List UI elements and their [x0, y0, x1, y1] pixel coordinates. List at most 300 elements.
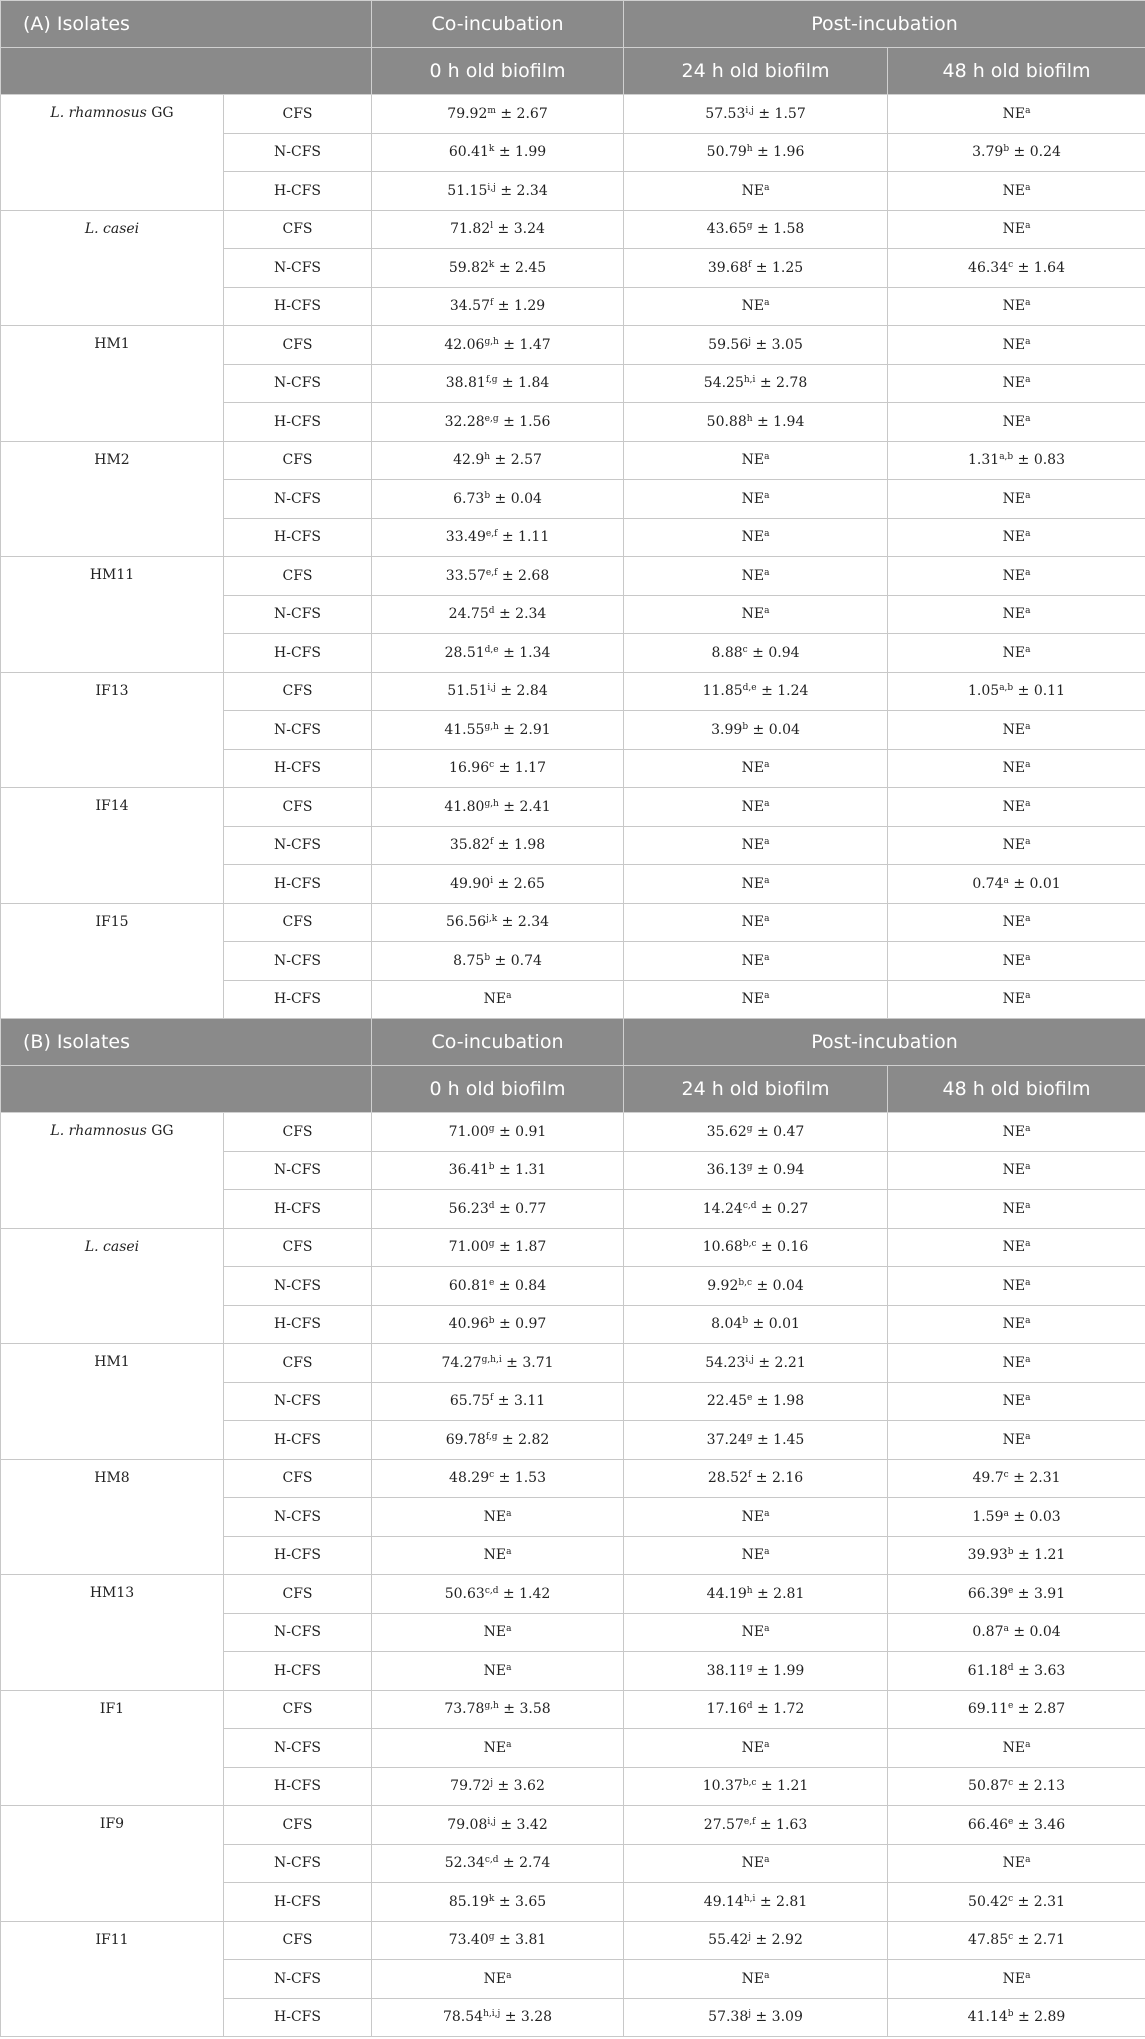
significance-letter: a [1025, 1239, 1031, 1250]
table-row [1, 1459, 1145, 1498]
cell-error: ± 2.34 [497, 914, 550, 931]
value-48h [888, 1305, 1145, 1344]
cell-error: ± 3.46 [1013, 1816, 1066, 1833]
treatment-label: H-CFS [224, 1998, 372, 2037]
value-0h [372, 1960, 624, 1999]
cell-value: 71.82 [450, 221, 491, 238]
cell-error: ± 2.78 [755, 375, 808, 392]
cell-value: 49.7 [972, 1470, 1004, 1487]
value-24h [624, 403, 888, 442]
value-0h [372, 1536, 624, 1575]
cell-error: ± 1.21 [1013, 1547, 1066, 1564]
cell-value: 85.19 [448, 1893, 489, 1910]
cell-value: NE [1002, 798, 1026, 815]
cell-value: 79.08 [447, 1816, 488, 1833]
isolate-name [1, 557, 224, 673]
cell-error: ± 0.04 [752, 1277, 804, 1294]
value-24h [624, 1690, 888, 1729]
cell-value: 51.15 [447, 182, 488, 199]
isolates-header: (B) Isolates [1, 1019, 372, 1066]
cell-error: ± 0.04 [1008, 1624, 1061, 1641]
isolate-suffix: GG [146, 1123, 174, 1139]
value-0h [372, 1305, 624, 1344]
cell-value: 6.73 [453, 490, 485, 507]
cell-value: 48.29 [449, 1470, 490, 1487]
cell-value: 24.75 [448, 606, 489, 623]
significance-letter: e,f [485, 529, 498, 540]
cell-value: 3.99 [711, 721, 743, 738]
cell-error: ± 2.81 [752, 1585, 805, 1602]
value-0h [372, 1998, 624, 2037]
cell-value: 37.24 [706, 1431, 747, 1448]
significance-letter: f [747, 1470, 752, 1481]
significance-letter: c,d [484, 1855, 499, 1866]
significance-letter: a [764, 182, 770, 193]
isolate-label: HM1 [94, 336, 130, 352]
significance-letter: a [764, 1739, 770, 1750]
cell-value: NE [1002, 1123, 1026, 1140]
cell-value: NE [741, 490, 765, 507]
biofilm-0h-header: 0 h old biofilm [372, 48, 624, 95]
significance-letter: d [1007, 1662, 1014, 1673]
treatment-label: N-CFS [224, 1382, 372, 1421]
value-0h [372, 1729, 624, 1768]
significance-letter: b [488, 1162, 495, 1173]
value-24h [624, 518, 888, 557]
treatment-label: CFS [224, 557, 372, 596]
cell-error: ± 1.25 [751, 259, 804, 276]
isolate-label: IF13 [95, 682, 129, 699]
value-48h [888, 1421, 1145, 1460]
value-48h [888, 1228, 1145, 1267]
significance-letter: g [746, 221, 753, 232]
cell-error: ± 2.87 [1013, 1701, 1066, 1718]
cell-value: 73.78 [444, 1701, 485, 1718]
cell-value: 10.68 [702, 1239, 743, 1256]
cell-value: NE [1002, 1162, 1026, 1179]
cell-value: NE [1002, 644, 1026, 661]
value-24h [624, 1305, 888, 1344]
value-24h [624, 249, 888, 288]
significance-letter: f [747, 259, 752, 270]
cell-error: ± 2.21 [753, 1354, 806, 1371]
cell-error: ± 3.62 [493, 1778, 545, 1795]
value-0h [372, 1575, 624, 1614]
significance-letter: l [490, 221, 494, 232]
cell-value: NE [483, 1508, 507, 1525]
cell-error: ± 3.05 [751, 336, 803, 353]
significance-letter: k [488, 259, 495, 270]
cell-error: ± 0.84 [494, 1277, 547, 1294]
significance-letter: c [1008, 1778, 1014, 1789]
value-0h [372, 942, 624, 981]
value-0h [372, 1844, 624, 1883]
cell-error: ± 1.87 [494, 1239, 547, 1256]
value-0h [372, 518, 624, 557]
cell-value: NE [741, 452, 765, 469]
cell-error: ± 1.98 [752, 1393, 805, 1410]
isolate-name [1, 1921, 224, 2037]
cell-value: NE [741, 182, 765, 199]
treatment-label: N-CFS [224, 1844, 372, 1883]
significance-letter: a [764, 875, 770, 886]
biofilm-24h-header: 24 h old biofilm [624, 48, 888, 95]
cell-value: NE [483, 1662, 507, 1679]
cell-value: 78.54 [442, 2009, 484, 2026]
significance-letter: c,d [484, 1585, 499, 1596]
cell-error: ± 3.63 [1013, 1662, 1066, 1679]
significance-letter: a [506, 991, 512, 1002]
significance-letter: a [764, 1970, 770, 1981]
value-24h [624, 788, 888, 827]
treatment-label: CFS [224, 210, 372, 249]
cell-error: ± 1.84 [497, 375, 550, 392]
isolate-name [1, 1806, 224, 1922]
significance-letter: b [484, 490, 491, 501]
value-24h [624, 1459, 888, 1498]
value-24h [624, 1767, 888, 1806]
value-48h [888, 1344, 1145, 1383]
significance-letter: h [484, 452, 491, 463]
cell-error: ± 2.13 [1013, 1778, 1065, 1795]
significance-letter: c [1008, 1893, 1014, 1904]
value-0h [372, 1613, 624, 1652]
cell-value: NE [741, 1855, 765, 1872]
significance-letter: a [1025, 1431, 1031, 1442]
table-row [1, 1228, 1145, 1267]
blank-header [1, 1066, 372, 1113]
cell-value: 41.80 [444, 798, 485, 815]
significance-letter: a [764, 760, 770, 771]
value-0h [372, 1690, 624, 1729]
treatment-label: CFS [224, 1575, 372, 1614]
cell-error: ± 1.99 [494, 144, 547, 161]
cell-value: 50.79 [706, 144, 747, 161]
significance-letter: j,k [486, 914, 498, 925]
cell-error: ± 1.17 [494, 760, 546, 777]
isolate-name [1, 441, 224, 557]
cell-error: ± 2.45 [494, 259, 547, 276]
significance-letter: k [488, 1893, 495, 1904]
cell-value: NE [741, 1970, 765, 1987]
significance-letter: g [746, 1123, 753, 1134]
significance-letter: g,h [484, 721, 499, 732]
value-0h [372, 1498, 624, 1537]
isolate-suffix: GG [146, 105, 174, 121]
significance-letter: c [742, 644, 748, 655]
value-0h [372, 364, 624, 403]
cell-value: 46.34 [968, 259, 1009, 276]
cell-value: 42.9 [453, 452, 485, 469]
value-0h [372, 480, 624, 519]
cell-error: ± 0.11 [1013, 683, 1065, 700]
value-24h [624, 172, 888, 211]
cell-error: ± 2.31 [1008, 1470, 1061, 1487]
significance-letter: a [1025, 336, 1031, 347]
significance-letter: a [1025, 798, 1031, 809]
value-48h [888, 1844, 1145, 1883]
cell-value: NE [1002, 1239, 1026, 1256]
isolate-label: HM1 [94, 1354, 130, 1370]
value-0h [372, 903, 624, 942]
value-24h [624, 826, 888, 865]
cell-value: 28.51 [444, 644, 485, 661]
value-48h [888, 480, 1145, 519]
value-0h [372, 788, 624, 827]
value-24h [624, 634, 888, 673]
table-row [1, 441, 1145, 480]
cell-error: ± 0.01 [1008, 875, 1061, 892]
value-48h [888, 672, 1145, 711]
cell-error: ± 0.04 [748, 721, 800, 738]
significance-letter: a [1025, 760, 1031, 771]
isolate-label: HM8 [94, 1469, 130, 1486]
isolate-label: IF11 [95, 1931, 129, 1948]
cell-value: 38.11 [706, 1662, 747, 1679]
cell-error: ± 0.74 [490, 952, 542, 969]
significance-letter: d,e [484, 644, 499, 655]
treatment-label: H-CFS [224, 403, 372, 442]
cell-value: NE [1002, 375, 1026, 392]
treatment-label: H-CFS [224, 865, 372, 904]
significance-letter: i,j [745, 1354, 754, 1365]
significance-letter: d [488, 606, 495, 617]
significance-letter: a [1025, 644, 1031, 655]
treatment-label: N-CFS [224, 133, 372, 172]
cell-value: 44.19 [706, 1585, 747, 1602]
cell-value: NE [741, 1547, 765, 1564]
isolates-header: (A) Isolates [1, 1, 372, 48]
cell-value: NE [741, 567, 765, 584]
cell-error: ± 3.09 [751, 2009, 803, 2026]
significance-letter: h [746, 144, 753, 155]
cell-value: NE [741, 914, 765, 931]
cell-value: 49.90 [450, 875, 491, 892]
value-24h [624, 95, 888, 134]
value-24h [624, 1960, 888, 1999]
significance-letter: g [488, 1932, 495, 1943]
cell-value: NE [1002, 1855, 1026, 1872]
cell-value: 55.42 [708, 1932, 749, 1949]
cell-value: NE [1002, 952, 1026, 969]
cell-error: ± 1.94 [752, 413, 805, 430]
cell-error: ± 0.97 [494, 1316, 547, 1333]
value-0h [372, 1190, 624, 1229]
isolate-name [1, 1690, 224, 1806]
value-0h [372, 287, 624, 326]
table-row [1, 210, 1145, 249]
treatment-label: H-CFS [224, 980, 372, 1019]
significance-letter: a [1025, 721, 1031, 732]
treatment-label: H-CFS [224, 1421, 372, 1460]
value-24h [624, 1806, 888, 1845]
cell-value: NE [1002, 1970, 1026, 1987]
treatment-label: CFS [224, 1921, 372, 1960]
significance-letter: g [488, 1123, 495, 1134]
cell-value: 16.96 [449, 760, 490, 777]
value-48h [888, 1921, 1145, 1960]
value-48h [888, 942, 1145, 981]
value-24h [624, 133, 888, 172]
cell-value: 52.34 [444, 1855, 485, 1872]
cell-value: NE [1002, 529, 1026, 546]
value-48h [888, 1113, 1145, 1152]
significance-letter: c [1008, 1932, 1014, 1943]
significance-letter: e [488, 1277, 495, 1288]
significance-letter: g,h [484, 798, 499, 809]
cell-value: 49.14 [703, 1893, 744, 1910]
significance-letter: b,c [742, 1239, 757, 1250]
significance-letter: b [742, 1316, 749, 1327]
co-incubation-header: Co-incubation [372, 1019, 624, 1066]
treatment-label: N-CFS [224, 249, 372, 288]
treatment-label: H-CFS [224, 1767, 372, 1806]
value-48h [888, 441, 1145, 480]
table-row [1, 1806, 1145, 1845]
significance-letter: a [506, 1547, 512, 1558]
value-24h [624, 1190, 888, 1229]
cell-value: 54.25 [703, 375, 744, 392]
treatment-label: N-CFS [224, 826, 372, 865]
significance-letter: a [1025, 1354, 1031, 1365]
table-body [1, 1, 1145, 2037]
significance-letter: a [1003, 875, 1009, 886]
significance-letter: e,g [484, 413, 499, 424]
value-48h [888, 1652, 1145, 1691]
cell-value: NE [1002, 837, 1026, 854]
treatment-label: N-CFS [224, 480, 372, 519]
value-48h [888, 403, 1145, 442]
significance-letter: c [489, 1470, 495, 1481]
significance-letter: h [746, 1585, 753, 1596]
significance-letter: a [764, 1624, 770, 1635]
cell-value: 22.45 [706, 1393, 747, 1410]
significance-letter: a [1025, 298, 1031, 309]
value-24h [624, 1844, 888, 1883]
significance-letter: e [1007, 1585, 1014, 1596]
value-48h [888, 1729, 1145, 1768]
value-24h [624, 1998, 888, 2037]
cell-error: ± 1.56 [498, 413, 551, 430]
treatment-label: CFS [224, 1690, 372, 1729]
significance-letter: h,i,j [483, 2009, 501, 2020]
isolate-name [1, 903, 224, 1019]
cell-error: ± 2.31 [1013, 1893, 1065, 1910]
cell-value: 34.57 [449, 298, 490, 315]
value-48h [888, 634, 1145, 673]
value-0h [372, 1267, 624, 1306]
cell-value: NE [1002, 413, 1026, 430]
significance-letter: f,g [485, 1431, 498, 1442]
value-0h [372, 980, 624, 1019]
isolate-label: HM2 [94, 451, 130, 468]
value-48h [888, 826, 1145, 865]
value-0h [372, 1921, 624, 1960]
cell-error: ± 2.89 [1013, 2009, 1066, 2026]
value-0h [372, 1228, 624, 1267]
significance-letter: f [489, 298, 494, 309]
cell-error: ± 1.24 [756, 683, 809, 700]
cell-error: ± 2.68 [497, 567, 550, 584]
value-24h [624, 1382, 888, 1421]
significance-letter: a [764, 452, 770, 463]
treatment-label: H-CFS [224, 287, 372, 326]
biofilm-0h-header: 0 h old biofilm [372, 1066, 624, 1113]
value-0h [372, 1883, 624, 1922]
value-48h [888, 1151, 1145, 1190]
cell-error: ± 1.53 [494, 1470, 546, 1487]
treatment-label: N-CFS [224, 1151, 372, 1190]
significance-letter: a [1025, 1316, 1031, 1327]
value-24h [624, 1921, 888, 1960]
isolate-label: L. rhamnosus [50, 1123, 147, 1139]
cell-value: NE [741, 1624, 765, 1641]
cell-value: 50.87 [968, 1778, 1009, 1795]
cell-error: ± 0.47 [752, 1123, 805, 1140]
cell-error: ± 0.24 [1009, 144, 1061, 161]
significance-letter: e,f [485, 567, 498, 578]
cell-error: ± 0.03 [1008, 1508, 1061, 1525]
cell-error: ± 3.81 [494, 1932, 547, 1949]
cell-value: 11.85 [702, 683, 743, 700]
value-24h [624, 903, 888, 942]
significance-letter: a,b [999, 452, 1014, 463]
cell-error: ± 2.82 [497, 1431, 550, 1448]
value-0h [372, 403, 624, 442]
significance-letter: g,h,i [481, 1354, 502, 1365]
cell-error: ± 2.34 [494, 606, 547, 623]
cell-error: ± 3.91 [1013, 1585, 1066, 1602]
significance-letter: a [1025, 413, 1031, 424]
value-0h [372, 1382, 624, 1421]
value-24h [624, 287, 888, 326]
cell-value: 36.41 [448, 1162, 489, 1179]
value-48h [888, 1613, 1145, 1652]
isolate-label: IF15 [95, 913, 129, 930]
cell-value: NE [1002, 182, 1026, 199]
value-48h [888, 1498, 1145, 1537]
value-24h [624, 672, 888, 711]
value-48h [888, 1382, 1145, 1421]
cell-error: ± 3.24 [493, 221, 545, 238]
value-24h [624, 942, 888, 981]
significance-letter: a [764, 298, 770, 309]
significance-letter: b [1007, 2009, 1014, 2020]
isolate-name [1, 210, 224, 326]
cell-value: 35.62 [706, 1123, 747, 1140]
significance-letter: a [764, 837, 770, 848]
significance-letter: a [764, 952, 770, 963]
cell-value: 51.51 [447, 683, 488, 700]
significance-letter: b [1007, 1547, 1014, 1558]
value-24h [624, 595, 888, 634]
cell-value: 71.00 [448, 1123, 489, 1140]
cell-error: ± 1.64 [1013, 259, 1065, 276]
cell-error: ± 2.41 [498, 798, 551, 815]
value-24h [624, 557, 888, 596]
cell-value: NE [741, 991, 765, 1008]
value-0h [372, 557, 624, 596]
value-48h [888, 980, 1145, 1019]
cell-error: ± 0.04 [490, 490, 542, 507]
cell-error: ± 2.67 [495, 105, 548, 122]
cell-value: 54.23 [705, 1354, 746, 1371]
cell-value: 8.75 [453, 952, 485, 969]
significance-letter: g,h [484, 1701, 499, 1712]
cell-value: NE [1002, 914, 1026, 931]
significance-letter: b,c [742, 1778, 757, 1789]
cell-value: NE [1002, 298, 1026, 315]
